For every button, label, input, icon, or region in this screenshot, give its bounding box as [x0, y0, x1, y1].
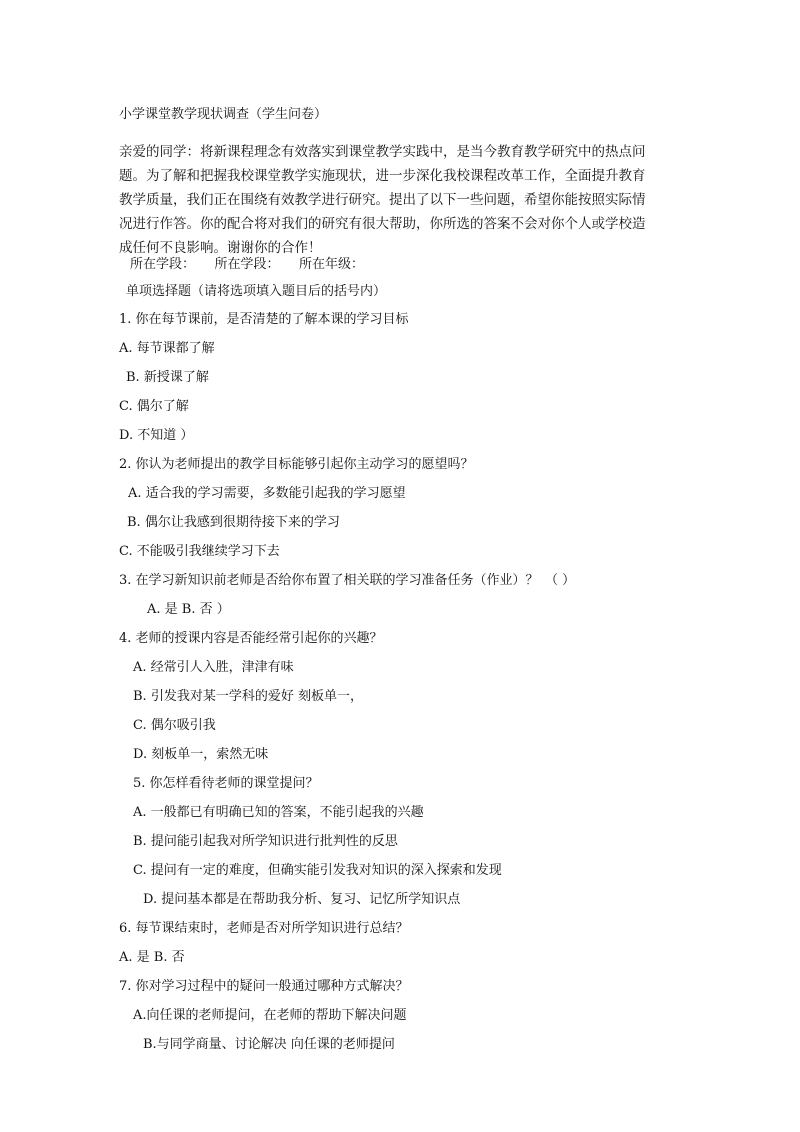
answer-option: B. 提问能引起我对所学知识进行批判性的反思 [133, 834, 398, 849]
answer-option: D. 不知道 ） [119, 428, 194, 443]
answer-option: C. 不能吸引我继续学习下去 [119, 544, 280, 559]
answer-option: D. 提问基本都是在帮助我分析、复习、记忆所学知识点 [143, 892, 461, 907]
answer-option: C. 偶尔了解 [119, 399, 189, 414]
answer-option: A. 经常引人入胜，津津有味 [133, 660, 294, 675]
intro-paragraph [119, 140, 689, 260]
survey-title: 小学课堂教学现状调查（学生问卷） [119, 107, 328, 122]
answer-option: A.向任课的老师提问，在老师的帮助下解决问题 [133, 1008, 407, 1023]
answer-option: C. 偶尔吸引我 [133, 718, 216, 733]
intro-line: 教学质量，我们正在围绕有效教学进行研究。提出了以下一些问题，希望你能按照实际情 [119, 192, 646, 208]
intro-line: 成任何不良影响。谢谢你的合作！ [119, 240, 322, 256]
answer-option: B. 引发我对某一学科的爱好 刻板单一， [133, 689, 363, 704]
question-text: 3. 在学习新知识前老师是否给你布置了相关联的学习准备任务（作业）？ （ ） [119, 573, 576, 588]
answer-option: C. 提问有一定的难度，但确实能引发我对知识的深入探索和发现 [133, 863, 502, 878]
answer-option: B. 新授课了解 [126, 370, 209, 385]
student-info-line: 所在学段： 所在学段： 所在年级： [130, 257, 365, 272]
intro-line: 况进行作答。你的配合将对我们的研究有很大帮助，你所选的答案不会对你个人或学校造 [119, 216, 646, 232]
answer-option: B. 偶尔让我感到很期待接下来的学习 [127, 515, 340, 530]
answer-option: A. 每节课都了解 [119, 341, 215, 356]
answer-option: A. 一般都已有明确已知的答案，不能引起我的兴趣 [133, 805, 424, 820]
intro-line: 亲爱的同学：将新课程理念有效落实到课堂教学实践中，是当今教育教学研究中的热点问 [119, 144, 646, 160]
answer-option: D. 刻板单一，索然无味 [133, 747, 269, 762]
question-text: 2. 你认为老师提出的教学目标能够引起你主动学习的愿望吗？ [119, 457, 474, 472]
section-heading: 单项选择题（请将选项填入题目后的括号内） [126, 284, 387, 299]
answer-option: B.与同学商量、讨论解决 向任课的老师提问 [143, 1037, 395, 1052]
question-text: 1. 你在每节课前，是否清楚的了解本课的学习目标 [119, 312, 409, 327]
intro-line: 题。为了解和把握我校课堂教学实施现状，进一步深化我校课程改革工作，全面提升教育 [119, 168, 646, 184]
answer-option: A. 是 B. 否 [119, 950, 185, 965]
question-text: 6. 每节课结束时，老师是否对所学知识进行总结？ [119, 921, 409, 936]
question-text: 4. 老师的授课内容是否能经常引起你的兴趣？ [119, 631, 383, 646]
answer-option: A. 适合我的学习需要，多数能引起我的学习愿望 [128, 486, 406, 501]
answer-option: A. 是 B. 否 ） [147, 602, 230, 617]
question-text: 7. 你对学习过程中的疑问一般通过哪种方式解决？ [119, 979, 409, 994]
question-text: 5. 你怎样看待老师的课堂提问？ [133, 776, 319, 791]
